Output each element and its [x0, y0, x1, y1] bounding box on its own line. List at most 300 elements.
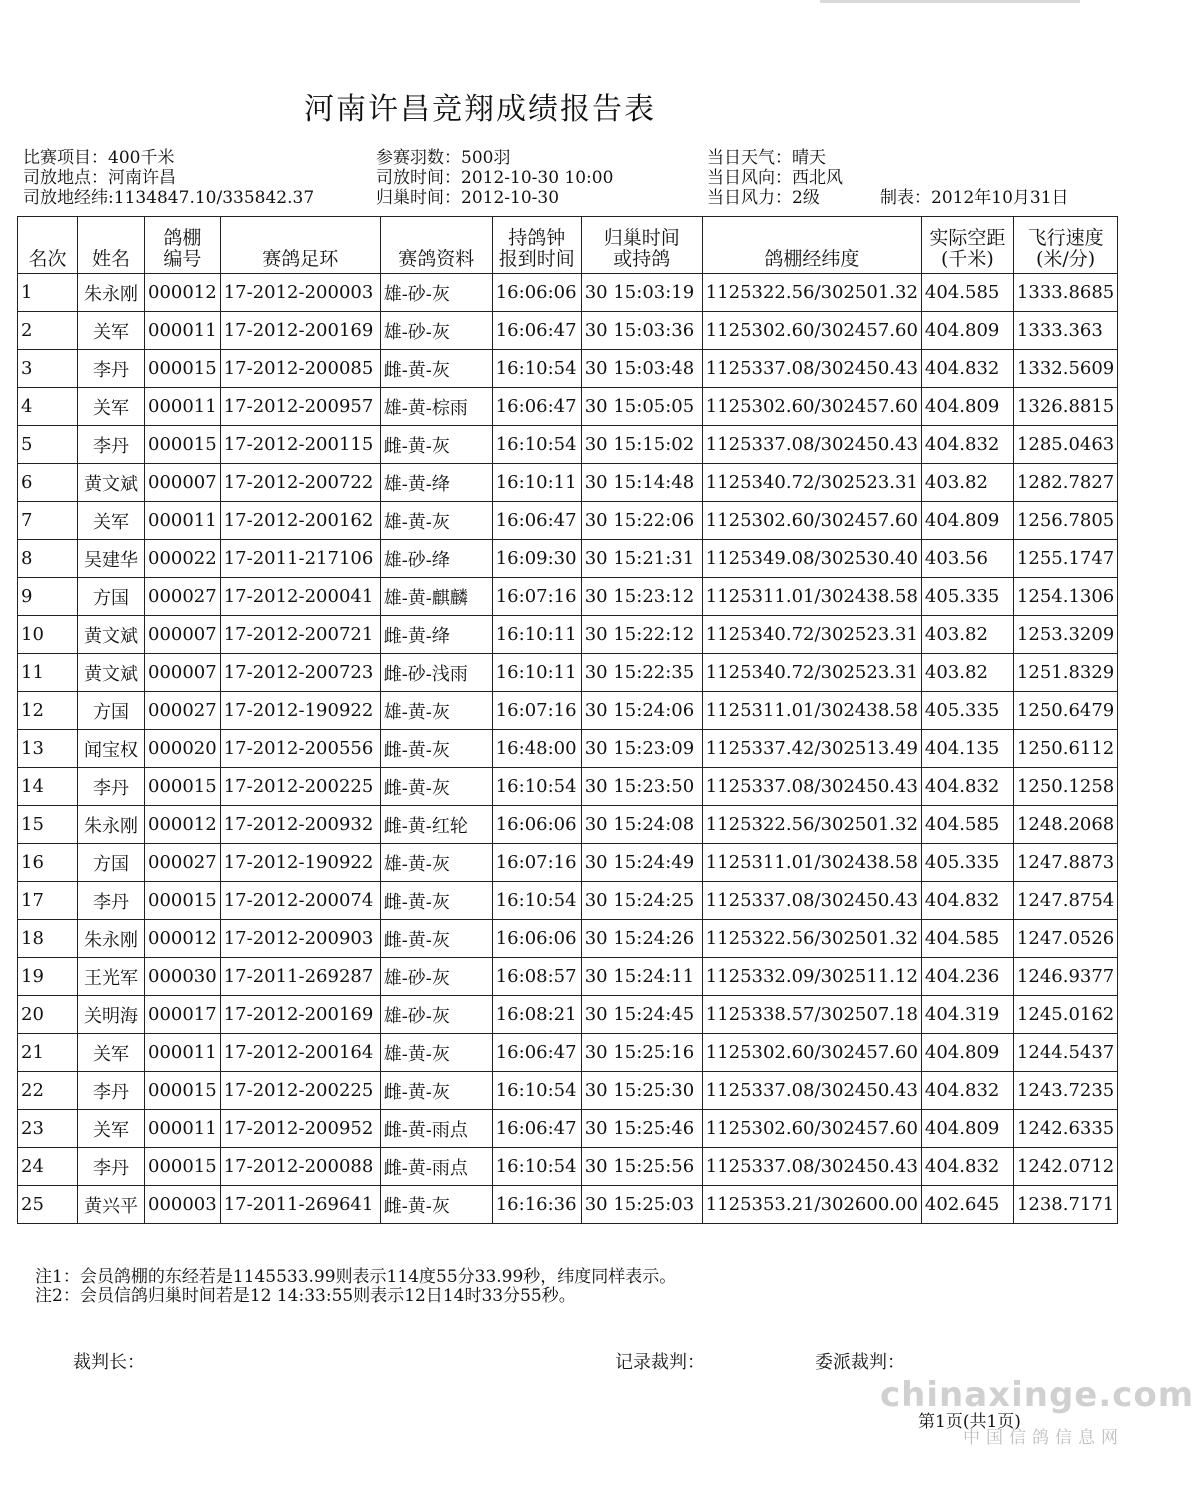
cell-bird-info: 雌-黄-灰 — [380, 426, 492, 464]
cell-clock-time: 16:48:00 — [492, 730, 581, 768]
cell-return-time: 30 15:24:49 — [581, 844, 702, 882]
cell-loft-id: 000015 — [145, 1148, 221, 1186]
cell-rank: 6 — [18, 464, 78, 502]
cell-distance: 403.82 — [921, 654, 1013, 692]
table-row — [18, 350, 1118, 388]
cell-loft-coords: 1125337.08/302450.43 — [702, 1072, 921, 1110]
meta-entries: 参赛羽数：500羽 — [376, 148, 511, 168]
cell-clock-time: 16:09:30 — [492, 540, 581, 578]
header-clock-time: 持鸽钟 报到时间 — [492, 217, 581, 274]
table-row — [18, 1186, 1118, 1224]
header-bird-info: 赛鸽资料 — [380, 217, 492, 274]
cell-loft-coords: 1125337.42/302513.49 — [702, 730, 921, 768]
cell-speed: 1243.7235 — [1013, 1072, 1117, 1110]
cell-name: 李丹 — [78, 768, 145, 806]
cell-bird-info: 雄-黄-灰 — [380, 502, 492, 540]
cell-ring: 17-2011-217106 — [220, 540, 380, 578]
cell-name: 李丹 — [78, 882, 145, 920]
cell-bird-info: 雄-黄-绛 — [380, 464, 492, 502]
cell-clock-time: 16:06:06 — [492, 920, 581, 958]
cell-distance: 404.809 — [921, 312, 1013, 350]
cell-return-time: 30 15:22:35 — [581, 654, 702, 692]
meta-release-location: 司放地点：河南许昌 — [23, 168, 176, 188]
signature-chief-judge: 裁判长： — [73, 1352, 145, 1373]
cell-clock-time: 16:10:54 — [492, 426, 581, 464]
cell-name: 关军 — [78, 1110, 145, 1148]
cell-return-time: 30 15:23:09 — [581, 730, 702, 768]
cell-rank: 12 — [18, 692, 78, 730]
table-row — [18, 1110, 1118, 1148]
header-name: 姓名 — [78, 217, 145, 274]
cell-name: 关军 — [78, 1034, 145, 1072]
cell-speed: 1255.1747 — [1013, 540, 1117, 578]
table-row — [18, 768, 1118, 806]
cell-rank: 18 — [18, 920, 78, 958]
cell-ring: 17-2012-190922 — [220, 692, 380, 730]
cell-bird-info: 雌-黄-雨点 — [380, 1110, 492, 1148]
cell-ring: 17-2012-200932 — [220, 806, 380, 844]
cell-return-time: 30 15:21:31 — [581, 540, 702, 578]
cell-loft-coords: 1125337.08/302450.43 — [702, 1148, 921, 1186]
results-table — [17, 216, 1118, 1224]
cell-loft-id: 000015 — [145, 426, 221, 464]
cell-loft-id: 000015 — [145, 350, 221, 388]
cell-loft-coords: 1125340.72/302523.31 — [702, 616, 921, 654]
table-row — [18, 312, 1118, 350]
meta-wind-force: 当日风力：2级 — [707, 188, 820, 208]
cell-return-time: 30 15:23:12 — [581, 578, 702, 616]
cell-bird-info: 雌-黄-灰 — [380, 730, 492, 768]
cell-clock-time: 16:10:54 — [492, 350, 581, 388]
cell-return-time: 30 15:14:48 — [581, 464, 702, 502]
cell-speed: 1253.3209 — [1013, 616, 1117, 654]
cell-loft-id: 000022 — [145, 540, 221, 578]
cell-name: 吴建华 — [78, 540, 145, 578]
cell-ring: 17-2012-200723 — [220, 654, 380, 692]
cell-clock-time: 16:07:16 — [492, 844, 581, 882]
cell-loft-id: 000015 — [145, 768, 221, 806]
cell-clock-time: 16:06:47 — [492, 388, 581, 426]
cell-return-time: 30 15:15:02 — [581, 426, 702, 464]
cell-bird-info: 雄-砂-灰 — [380, 274, 492, 312]
cell-bird-info: 雄-黄-棕雨 — [380, 388, 492, 426]
cell-loft-coords: 1125340.72/302523.31 — [702, 654, 921, 692]
cell-bird-info: 雌-黄-灰 — [380, 768, 492, 806]
cell-loft-coords: 1125322.56/302501.32 — [702, 920, 921, 958]
cell-loft-coords: 1125311.01/302438.58 — [702, 692, 921, 730]
cell-clock-time: 16:10:54 — [492, 1148, 581, 1186]
cell-distance: 405.335 — [921, 844, 1013, 882]
cell-rank: 11 — [18, 654, 78, 692]
cell-return-time: 30 15:23:50 — [581, 768, 702, 806]
cell-name: 黄兴平 — [78, 1186, 145, 1224]
note-1: 注1：会员鸽棚的东经若是1145533.99则表示114度55分33.99秒，纬度同样表示。 — [35, 1267, 677, 1287]
cell-rank: 1 — [18, 274, 78, 312]
cell-name: 李丹 — [78, 1072, 145, 1110]
cell-distance: 405.335 — [921, 578, 1013, 616]
meta-race-item: 比赛项目：400千米 — [23, 148, 175, 168]
header-distance: 实际空距 (千米) — [921, 217, 1013, 274]
cell-distance: 403.82 — [921, 616, 1013, 654]
cell-loft-coords: 1125337.08/302450.43 — [702, 882, 921, 920]
cell-ring: 17-2012-200952 — [220, 1110, 380, 1148]
cell-rank: 8 — [18, 540, 78, 578]
cell-return-time: 30 15:24:11 — [581, 958, 702, 996]
cell-clock-time: 16:07:16 — [492, 578, 581, 616]
meta-return-time: 归巢时间：2012-10-30 — [376, 188, 560, 208]
cell-name: 朱永刚 — [78, 806, 145, 844]
cell-rank: 19 — [18, 958, 78, 996]
cell-bird-info: 雌-黄-灰 — [380, 1186, 492, 1224]
cell-name: 关军 — [78, 388, 145, 426]
table-row — [18, 1148, 1118, 1186]
cell-speed: 1285.0463 — [1013, 426, 1117, 464]
cell-return-time: 30 15:24:45 — [581, 996, 702, 1034]
cell-ring: 17-2012-200088 — [220, 1148, 380, 1186]
cell-speed: 1251.8329 — [1013, 654, 1117, 692]
cell-ring: 17-2012-200169 — [220, 996, 380, 1034]
cell-bird-info: 雌-黄-雨点 — [380, 1148, 492, 1186]
cell-loft-id: 000011 — [145, 388, 221, 426]
cell-name: 关军 — [78, 312, 145, 350]
cell-bird-info: 雌-黄-灰 — [380, 920, 492, 958]
cell-clock-time: 16:06:47 — [492, 502, 581, 540]
cell-speed: 1247.0526 — [1013, 920, 1117, 958]
cell-loft-coords: 1125337.08/302450.43 — [702, 426, 921, 464]
cell-name: 黄文斌 — [78, 616, 145, 654]
cell-rank: 17 — [18, 882, 78, 920]
cell-return-time: 30 15:22:06 — [581, 502, 702, 540]
cell-clock-time: 16:10:54 — [492, 882, 581, 920]
cell-return-time: 30 15:25:46 — [581, 1110, 702, 1148]
cell-loft-id: 000011 — [145, 1034, 221, 1072]
cell-loft-id: 000007 — [145, 616, 221, 654]
cell-speed: 1246.9377 — [1013, 958, 1117, 996]
cell-ring: 17-2012-200003 — [220, 274, 380, 312]
cell-loft-id: 000012 — [145, 920, 221, 958]
cell-bird-info: 雌-黄-绛 — [380, 616, 492, 654]
cell-distance: 405.335 — [921, 692, 1013, 730]
table-row — [18, 1072, 1118, 1110]
cell-speed: 1250.1258 — [1013, 768, 1117, 806]
cell-return-time: 30 15:22:12 — [581, 616, 702, 654]
table-body — [18, 274, 1118, 1224]
cell-clock-time: 16:06:06 — [492, 806, 581, 844]
cell-clock-time: 16:10:11 — [492, 616, 581, 654]
meta-weather: 当日天气：晴天 — [707, 148, 826, 168]
cell-return-time: 30 15:25:30 — [581, 1072, 702, 1110]
cell-rank: 10 — [18, 616, 78, 654]
notes — [35, 1268, 676, 1306]
cell-speed: 1242.6335 — [1013, 1110, 1117, 1148]
cell-distance: 403.56 — [921, 540, 1013, 578]
cell-ring: 17-2012-200957 — [220, 388, 380, 426]
cell-ring: 17-2011-269641 — [220, 1186, 380, 1224]
cell-speed: 1254.1306 — [1013, 578, 1117, 616]
cell-return-time: 30 15:24:26 — [581, 920, 702, 958]
header-ring: 赛鸽足环 — [220, 217, 380, 274]
cell-loft-coords: 1125353.21/302600.00 — [702, 1186, 921, 1224]
cell-loft-id: 000011 — [145, 502, 221, 540]
cell-loft-id: 000011 — [145, 312, 221, 350]
table-row — [18, 920, 1118, 958]
cell-loft-id: 000027 — [145, 578, 221, 616]
cell-rank: 9 — [18, 578, 78, 616]
signature-recording-judge: 记录裁判： — [615, 1352, 705, 1373]
cell-distance: 404.236 — [921, 958, 1013, 996]
cell-loft-id: 000007 — [145, 464, 221, 502]
cell-name: 方国 — [78, 578, 145, 616]
cell-distance: 404.809 — [921, 388, 1013, 426]
cell-clock-time: 16:16:36 — [492, 1186, 581, 1224]
cell-loft-coords: 1125322.56/302501.32 — [702, 806, 921, 844]
cell-loft-coords: 1125302.60/302457.60 — [702, 1034, 921, 1072]
cell-name: 王光军 — [78, 958, 145, 996]
header-loft-id: 鸽棚 编号 — [145, 217, 221, 274]
cell-ring: 17-2012-200162 — [220, 502, 380, 540]
cell-name: 黄文斌 — [78, 654, 145, 692]
cell-name: 关明海 — [78, 996, 145, 1034]
cell-return-time: 30 15:24:25 — [581, 882, 702, 920]
cell-ring: 17-2012-200556 — [220, 730, 380, 768]
cell-ring: 17-2012-200722 — [220, 464, 380, 502]
cell-speed: 1244.5437 — [1013, 1034, 1117, 1072]
cell-speed: 1256.7805 — [1013, 502, 1117, 540]
watermark: chinaxinge.com — [880, 1375, 1195, 1415]
cell-clock-time: 16:06:47 — [492, 312, 581, 350]
cell-loft-coords: 1125302.60/302457.60 — [702, 388, 921, 426]
table-row — [18, 540, 1118, 578]
cell-bird-info: 雄-黄-灰 — [380, 844, 492, 882]
cell-speed: 1250.6112 — [1013, 730, 1117, 768]
table-row — [18, 274, 1118, 312]
cell-loft-id: 000020 — [145, 730, 221, 768]
cell-distance: 404.585 — [921, 274, 1013, 312]
cell-clock-time: 16:06:47 — [492, 1034, 581, 1072]
cell-rank: 7 — [18, 502, 78, 540]
table-row — [18, 426, 1118, 464]
cell-return-time: 30 15:03:19 — [581, 274, 702, 312]
table-row — [18, 996, 1118, 1034]
cell-rank: 3 — [18, 350, 78, 388]
cell-loft-id: 000007 — [145, 654, 221, 692]
cell-distance: 404.809 — [921, 1034, 1013, 1072]
cell-speed: 1282.7827 — [1013, 464, 1117, 502]
cell-rank: 24 — [18, 1148, 78, 1186]
cell-loft-id: 000015 — [145, 1072, 221, 1110]
cell-distance: 404.585 — [921, 806, 1013, 844]
cell-name: 李丹 — [78, 350, 145, 388]
scan-artifact — [820, 0, 1080, 3]
cell-return-time: 30 15:03:36 — [581, 312, 702, 350]
meta-column-3 — [707, 148, 843, 208]
cell-bird-info: 雌-砂-浅雨 — [380, 654, 492, 692]
header-rank: 名次 — [18, 217, 78, 274]
cell-distance: 403.82 — [921, 464, 1013, 502]
table-row — [18, 388, 1118, 426]
cell-loft-id: 000003 — [145, 1186, 221, 1224]
cell-clock-time: 16:10:54 — [492, 1072, 581, 1110]
cell-loft-id: 000017 — [145, 996, 221, 1034]
cell-ring: 17-2012-200085 — [220, 350, 380, 388]
cell-speed: 1332.5609 — [1013, 350, 1117, 388]
cell-loft-coords: 1125311.01/302438.58 — [702, 844, 921, 882]
cell-name: 方国 — [78, 692, 145, 730]
cell-distance: 404.832 — [921, 882, 1013, 920]
cell-distance: 404.832 — [921, 1072, 1013, 1110]
cell-rank: 23 — [18, 1110, 78, 1148]
cell-rank: 21 — [18, 1034, 78, 1072]
cell-name: 方国 — [78, 844, 145, 882]
cell-ring: 17-2012-200074 — [220, 882, 380, 920]
cell-ring: 17-2012-200164 — [220, 1034, 380, 1072]
cell-return-time: 30 15:24:06 — [581, 692, 702, 730]
meta-release-time: 司放时间：2012-10-30 10:00 — [376, 168, 614, 188]
cell-rank: 14 — [18, 768, 78, 806]
cell-bird-info: 雌-黄-灰 — [380, 882, 492, 920]
cell-return-time: 30 15:25:16 — [581, 1034, 702, 1072]
cell-clock-time: 16:06:47 — [492, 1110, 581, 1148]
cell-loft-id: 000027 — [145, 692, 221, 730]
cell-bird-info: 雌-黄-红轮 — [380, 806, 492, 844]
signature-delegated-judge: 委派裁判： — [815, 1352, 905, 1373]
cell-bird-info: 雌-黄-灰 — [380, 1072, 492, 1110]
cell-distance: 404.832 — [921, 350, 1013, 388]
cell-speed: 1333.8685 — [1013, 274, 1117, 312]
cell-loft-coords: 1125302.60/302457.60 — [702, 312, 921, 350]
cell-distance: 404.832 — [921, 768, 1013, 806]
cell-clock-time: 16:08:57 — [492, 958, 581, 996]
meta-column-1 — [23, 148, 314, 208]
cell-rank: 15 — [18, 806, 78, 844]
cell-bird-info: 雄-砂-灰 — [380, 996, 492, 1034]
meta-release-coords: 司放地经纬:1134847.10/335842.37 — [23, 188, 315, 208]
page-title: 河南许昌竞翔成绩报告表 — [304, 92, 656, 127]
cell-name: 黄文斌 — [78, 464, 145, 502]
cell-name: 李丹 — [78, 1148, 145, 1186]
table-row — [18, 654, 1118, 692]
cell-loft-coords: 1125322.56/302501.32 — [702, 274, 921, 312]
cell-return-time: 30 15:25:03 — [581, 1186, 702, 1224]
cell-loft-coords: 1125349.08/302530.40 — [702, 540, 921, 578]
cell-loft-id: 000027 — [145, 844, 221, 882]
cell-name: 关军 — [78, 502, 145, 540]
cell-bird-info: 雌-黄-灰 — [380, 350, 492, 388]
cell-clock-time: 16:10:54 — [492, 768, 581, 806]
table-row — [18, 692, 1118, 730]
cell-speed: 1248.2068 — [1013, 806, 1117, 844]
cell-rank: 25 — [18, 1186, 78, 1224]
cell-ring: 17-2012-200721 — [220, 616, 380, 654]
cell-loft-coords: 1125338.57/302507.18 — [702, 996, 921, 1034]
cell-loft-coords: 1125311.01/302438.58 — [702, 578, 921, 616]
cell-speed: 1250.6479 — [1013, 692, 1117, 730]
cell-return-time: 30 15:05:05 — [581, 388, 702, 426]
table-header-row — [18, 217, 1118, 274]
cell-loft-id: 000012 — [145, 806, 221, 844]
cell-speed: 1326.8815 — [1013, 388, 1117, 426]
cell-distance: 404.832 — [921, 426, 1013, 464]
table-row — [18, 578, 1118, 616]
table-row — [18, 844, 1118, 882]
cell-rank: 22 — [18, 1072, 78, 1110]
cell-loft-coords: 1125337.08/302450.43 — [702, 350, 921, 388]
cell-speed: 1333.363 — [1013, 312, 1117, 350]
cell-ring: 17-2012-200225 — [220, 768, 380, 806]
cell-rank: 20 — [18, 996, 78, 1034]
note-2: 注2：会员信鸽归巢时间若是12 14:33:55则表示12日14时33分55秒。 — [35, 1286, 576, 1306]
table-row — [18, 806, 1118, 844]
cell-rank: 16 — [18, 844, 78, 882]
cell-loft-id: 000012 — [145, 274, 221, 312]
cell-distance: 404.585 — [921, 920, 1013, 958]
cell-speed: 1247.8873 — [1013, 844, 1117, 882]
table-row — [18, 502, 1118, 540]
cell-bird-info: 雄-砂-灰 — [380, 958, 492, 996]
cell-loft-coords: 1125340.72/302523.31 — [702, 464, 921, 502]
cell-bird-info: 雄-砂-绛 — [380, 540, 492, 578]
table-row — [18, 958, 1118, 996]
cell-speed: 1238.7171 — [1013, 1186, 1117, 1224]
table-row — [18, 1034, 1118, 1072]
meta-made-date: 制表：2012年10月31日 — [880, 188, 1069, 208]
cell-loft-id: 000011 — [145, 1110, 221, 1148]
cell-name: 朱永刚 — [78, 920, 145, 958]
cell-loft-coords: 1125302.60/302457.60 — [702, 1110, 921, 1148]
cell-ring: 17-2012-200169 — [220, 312, 380, 350]
cell-distance: 402.645 — [921, 1186, 1013, 1224]
cell-ring: 17-2012-200041 — [220, 578, 380, 616]
cell-distance: 404.135 — [921, 730, 1013, 768]
table-row — [18, 464, 1118, 502]
cell-clock-time: 16:10:11 — [492, 464, 581, 502]
cell-bird-info: 雄-黄-麒麟 — [380, 578, 492, 616]
cell-clock-time: 16:07:16 — [492, 692, 581, 730]
cell-distance: 404.809 — [921, 502, 1013, 540]
cell-ring: 17-2012-190922 — [220, 844, 380, 882]
cell-rank: 2 — [18, 312, 78, 350]
cell-speed: 1245.0162 — [1013, 996, 1117, 1034]
header-loft-coords: 鸽棚经纬度 — [702, 217, 921, 274]
cell-distance: 404.832 — [921, 1148, 1013, 1186]
cell-loft-id: 000030 — [145, 958, 221, 996]
meta-wind-direction: 当日风向：西北风 — [707, 168, 843, 188]
cell-rank: 5 — [18, 426, 78, 464]
cell-name: 李丹 — [78, 426, 145, 464]
cell-loft-id: 000015 — [145, 882, 221, 920]
cell-clock-time: 16:10:11 — [492, 654, 581, 692]
cell-rank: 13 — [18, 730, 78, 768]
cell-speed: 1247.8754 — [1013, 882, 1117, 920]
table-row — [18, 730, 1118, 768]
cell-ring: 17-2012-200225 — [220, 1072, 380, 1110]
cell-clock-time: 16:08:21 — [492, 996, 581, 1034]
cell-ring: 17-2012-200115 — [220, 426, 380, 464]
header-return-time: 归巢时间 或持鸽 — [581, 217, 702, 274]
table-row — [18, 882, 1118, 920]
cell-loft-coords: 1125302.60/302457.60 — [702, 502, 921, 540]
cell-bird-info: 雄-黄-灰 — [380, 1034, 492, 1072]
cell-distance: 404.809 — [921, 1110, 1013, 1148]
cell-loft-coords: 1125337.08/302450.43 — [702, 768, 921, 806]
cell-return-time: 30 15:24:08 — [581, 806, 702, 844]
page-number: 第1页(共1页) — [918, 1412, 1021, 1432]
cell-bird-info: 雄-砂-灰 — [380, 312, 492, 350]
cell-ring: 17-2012-200903 — [220, 920, 380, 958]
cell-name: 朱永刚 — [78, 274, 145, 312]
cell-clock-time: 16:06:06 — [492, 274, 581, 312]
cell-distance: 404.319 — [921, 996, 1013, 1034]
